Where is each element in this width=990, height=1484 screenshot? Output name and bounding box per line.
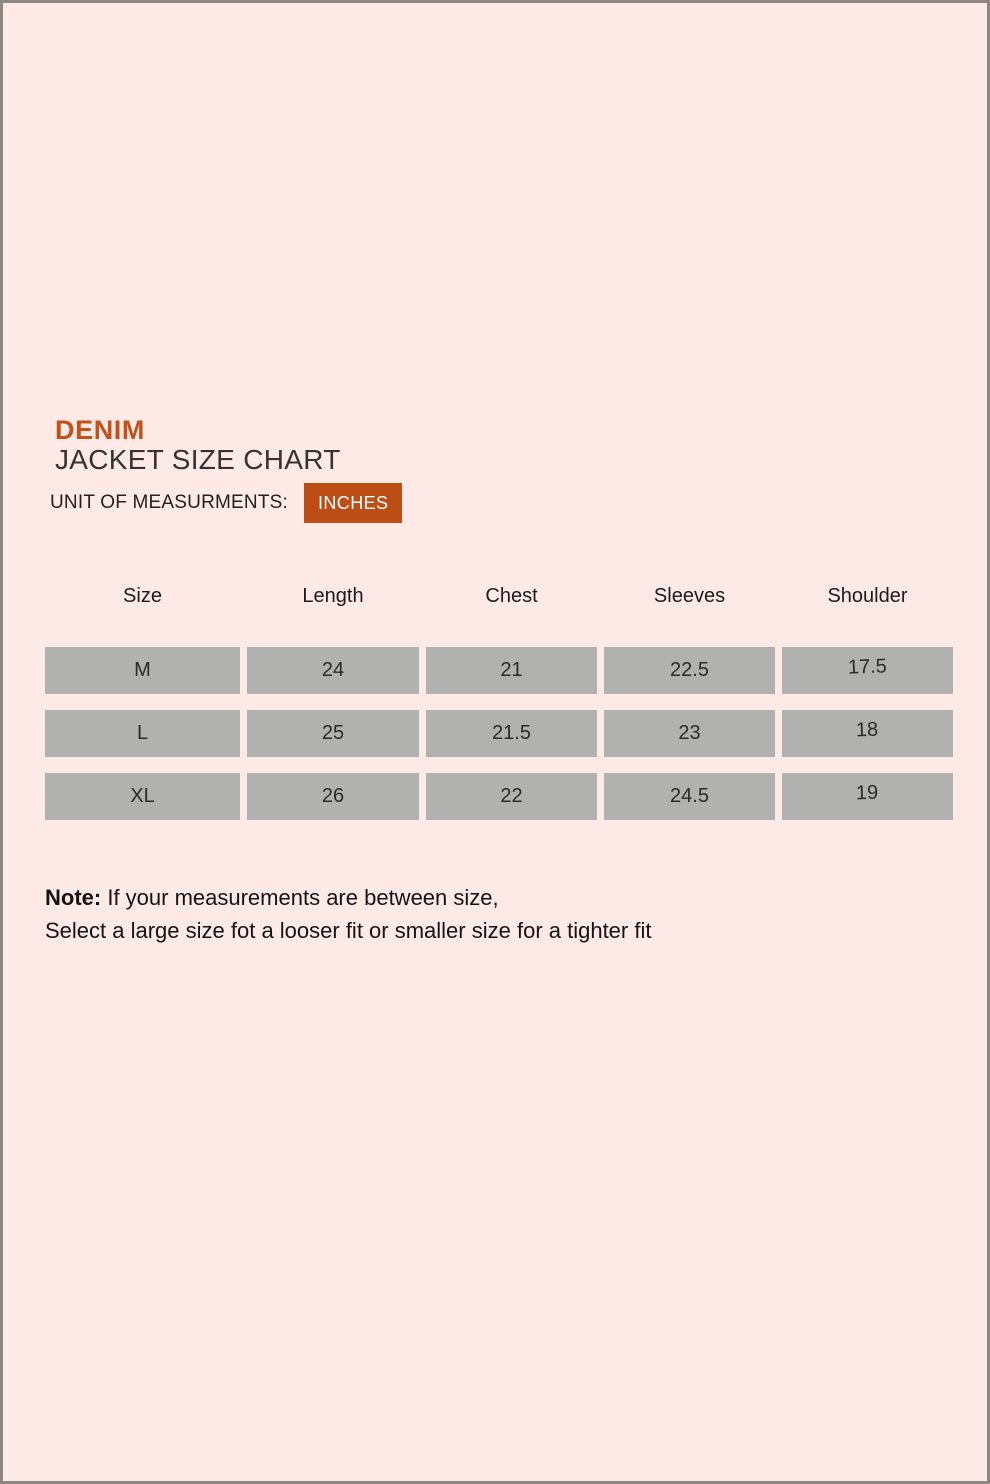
- table-cell: [247, 710, 419, 757]
- cell-value: 21.5: [492, 722, 531, 744]
- table-cell: [426, 710, 597, 757]
- size-table: [45, 586, 953, 836]
- table-cell: [604, 710, 775, 757]
- table-cell: [782, 773, 953, 820]
- unit-of-measurement-row: [50, 483, 402, 523]
- unit-label: UNIT OF MEASURMENTS:: [50, 492, 288, 513]
- column-header-shoulder: Shoulder: [827, 585, 908, 607]
- cell-value: 18: [855, 718, 879, 742]
- table-cell: [782, 710, 953, 757]
- note-label: Note:: [45, 885, 102, 910]
- cell-value: 19: [855, 781, 879, 805]
- cell-value: 23: [678, 722, 701, 744]
- table-header-row: [45, 586, 953, 607]
- cell-value: 22: [500, 785, 523, 807]
- table-cell: [604, 647, 775, 694]
- page-title: JACKET SIZE CHART: [55, 444, 341, 475]
- table-cell: [782, 647, 953, 694]
- column-header-sleeves: Sleeves: [653, 585, 726, 607]
- table-cell: [426, 773, 597, 820]
- cell-value: 22.5: [670, 659, 709, 681]
- title-block: [55, 416, 341, 474]
- table-row-xl: [45, 773, 953, 820]
- unit-badge: INCHES: [304, 483, 402, 523]
- brand-title: DENIM: [55, 415, 145, 445]
- column-header-length: Length: [302, 585, 364, 607]
- note-line-1: [45, 881, 651, 914]
- table-cell: [247, 647, 419, 694]
- table-cell: [604, 773, 775, 820]
- cell-value: M: [134, 659, 151, 681]
- cell-value: 21: [500, 659, 523, 681]
- column-header-size: Size: [123, 585, 162, 607]
- table-cell: [45, 773, 240, 820]
- note-text-1: If your measurements are between size,: [101, 885, 499, 910]
- note: [45, 881, 651, 947]
- column-header-chest: Chest: [485, 585, 538, 607]
- cell-value: 26: [321, 785, 345, 807]
- table-cell: [45, 710, 240, 757]
- note-text-2: Select a large size fot a looser fit or smaller size for a tighter fit: [45, 918, 652, 943]
- cell-value: 25: [321, 722, 345, 744]
- table-cell: [247, 773, 419, 820]
- cell-value: 17.5: [847, 655, 888, 679]
- cell-value: 24: [321, 659, 345, 681]
- table-cell: [426, 647, 597, 694]
- table-body: [45, 647, 953, 820]
- table-cell: [45, 647, 240, 694]
- table-row-m: [45, 647, 953, 694]
- cell-value: XL: [130, 785, 155, 807]
- cell-value: L: [136, 722, 149, 744]
- table-row-l: [45, 710, 953, 757]
- cell-value: 24.5: [670, 785, 709, 807]
